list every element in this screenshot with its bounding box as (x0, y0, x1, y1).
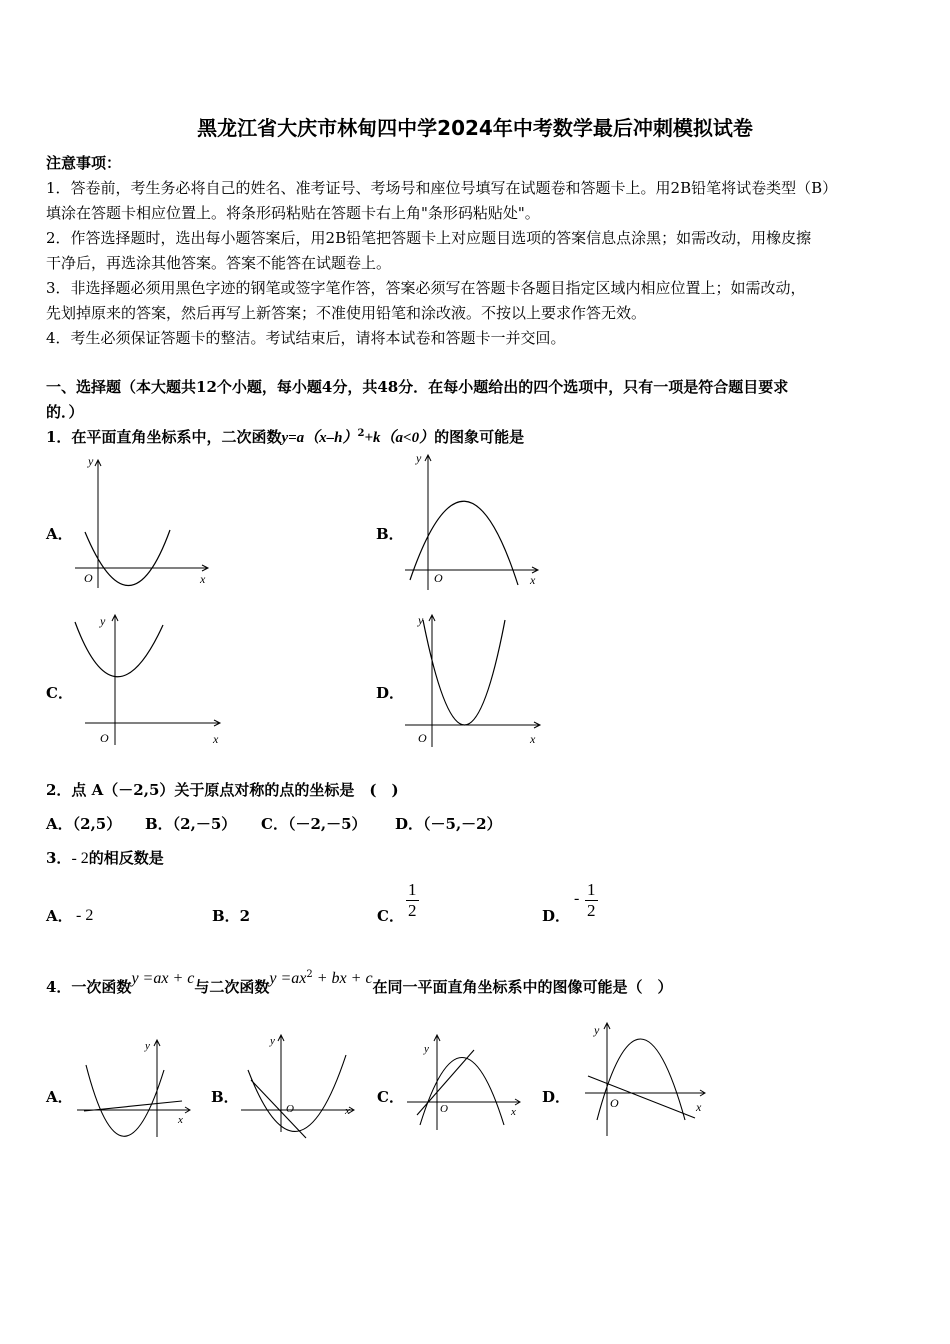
q1-graph-d (400, 610, 545, 755)
notice-heading: 注意事项： (46, 154, 122, 172)
q1-option-b-label[interactable]: B． (376, 525, 404, 543)
q4-option-a-label[interactable]: A． (46, 1088, 73, 1106)
q4-graph-d (580, 1018, 710, 1143)
q1-graph-c (70, 610, 225, 755)
q2-option-c[interactable]: C．（－2,－5） (261, 815, 367, 833)
parabola (410, 501, 518, 585)
q3-option-a-value: - 2 (76, 907, 94, 924)
q2-option-d[interactable]: D．（－5,－2） (395, 815, 502, 833)
origin-label: O (84, 571, 93, 585)
x-label: x (696, 1100, 702, 1114)
question-3-stem: 3．- 2的相反数是 (46, 849, 164, 867)
y-label: y (424, 1043, 429, 1055)
q3-option-c-label[interactable]: C． (377, 907, 404, 925)
y-label: y (416, 451, 422, 465)
q4-graph-a (72, 1035, 197, 1145)
question-1-stem: 1．在平面直角坐标系中，二次函数$y=a(x-h)^2+k(a<0)$的图象可能是 (46, 428, 525, 446)
q3-option-d-label[interactable]: D． (542, 907, 571, 925)
notice-line: 3．非选择题必须用黑色字迹的钢笔或签字笔作答，答案必须写在答题卡各题目指定区域内相应位置上；如需改动， (46, 279, 806, 297)
q3-option-d-fraction: $\frac{1}{2}$ (587, 880, 596, 920)
origin-label: O (440, 1103, 448, 1115)
notice-line: 填涂在答题卡相应位置上。将条形码粘贴在答题卡右上角"条形码粘贴处"。 (46, 204, 540, 222)
y-label: y (88, 454, 94, 468)
y-label: y (418, 613, 424, 627)
origin-label: O (100, 731, 109, 745)
origin-label: O (418, 731, 427, 745)
y-label: y (270, 1035, 275, 1047)
q4-option-c-label[interactable]: C． (377, 1088, 404, 1106)
x-label: x (213, 732, 219, 746)
q1-option-c-label[interactable]: C． (46, 684, 73, 702)
x-label: x (178, 1114, 183, 1126)
section-heading: 一、选择题（本大题共12个小题，每小题4分，共48分．在每小题给出的四个选项中，只有一项是符合题目要求 (46, 378, 789, 396)
q1-graph-b (400, 450, 545, 595)
q4-option-d-label[interactable]: D． (542, 1088, 571, 1106)
question-4-stem: 4．一次函数y =ax + c与二次函数$y =ax^2$ + bx + c在同一平面直角坐标系中的图像可能是（ ） (46, 969, 673, 996)
origin-label: O (610, 1096, 619, 1110)
parabola (248, 1055, 346, 1131)
y-label: y (594, 1023, 600, 1037)
notice-line: 干净后，再选涂其他答案。答案不能答在试题卷上。 (46, 254, 392, 272)
q3-option-c-fraction: $\frac{1}{2}$ (408, 880, 417, 920)
x-label: x (511, 1106, 516, 1118)
q1-graph-a (70, 450, 215, 595)
q2-option-a[interactable]: A．（2,5） (46, 815, 122, 833)
line (251, 1080, 306, 1138)
parabola (86, 1065, 164, 1136)
notice-line: 2．作答选择题时，选出每小题答案后，用2B铅笔把答题卡上对应题目选项的答案信息点涂黑；如需改动，用橡皮擦 (46, 229, 812, 247)
q3-option-b[interactable]: B．2 (212, 907, 251, 925)
parabola (75, 622, 163, 677)
x-label: x (530, 573, 536, 587)
parabola (420, 1058, 504, 1126)
notice-line: 4．考生必须保证答题卡的整洁。考试结束后，请将本试卷和答题卡一并交回。 (46, 329, 566, 347)
question-2-stem: 2．点 A（－2,5）关于原点对称的点的坐标是 ( ) (46, 781, 399, 799)
parabola (423, 620, 505, 725)
x-label: x (200, 572, 206, 586)
q1-option-a-label[interactable]: A． (46, 525, 73, 543)
y-label: y (100, 614, 106, 628)
y-label: y (145, 1040, 150, 1052)
section-heading: 的．） (46, 403, 84, 421)
q4-graph-c (402, 1030, 527, 1140)
x-label: x (530, 732, 536, 746)
origin-label: O (434, 571, 443, 585)
origin-label: O (286, 1103, 294, 1115)
q4-graph-b (236, 1030, 361, 1140)
q3-option-d-sign: - (574, 890, 580, 907)
x-label: x (345, 1105, 350, 1117)
q1-option-d-label[interactable]: D． (376, 684, 405, 702)
notice-line: 1．答卷前，考生务必将自己的姓名、准考证号、考场号和座位号填写在试题卷和答题卡上。用2B铅笔将试卷类型（B） (46, 179, 838, 197)
q4-option-b-label[interactable]: B． (211, 1088, 239, 1106)
q2-option-b[interactable]: B．（2,－5） (145, 815, 237, 833)
q3-option-a-label[interactable]: A． (46, 907, 73, 925)
notice-line: 先划掉原来的答案，然后再写上新答案；不准使用铅笔和涂改液。不按以上要求作答无效。 (46, 304, 647, 322)
page-title: 黑龙江省大庆市林甸四中学2024年中考数学最后冲刺模拟试卷 (197, 116, 753, 140)
